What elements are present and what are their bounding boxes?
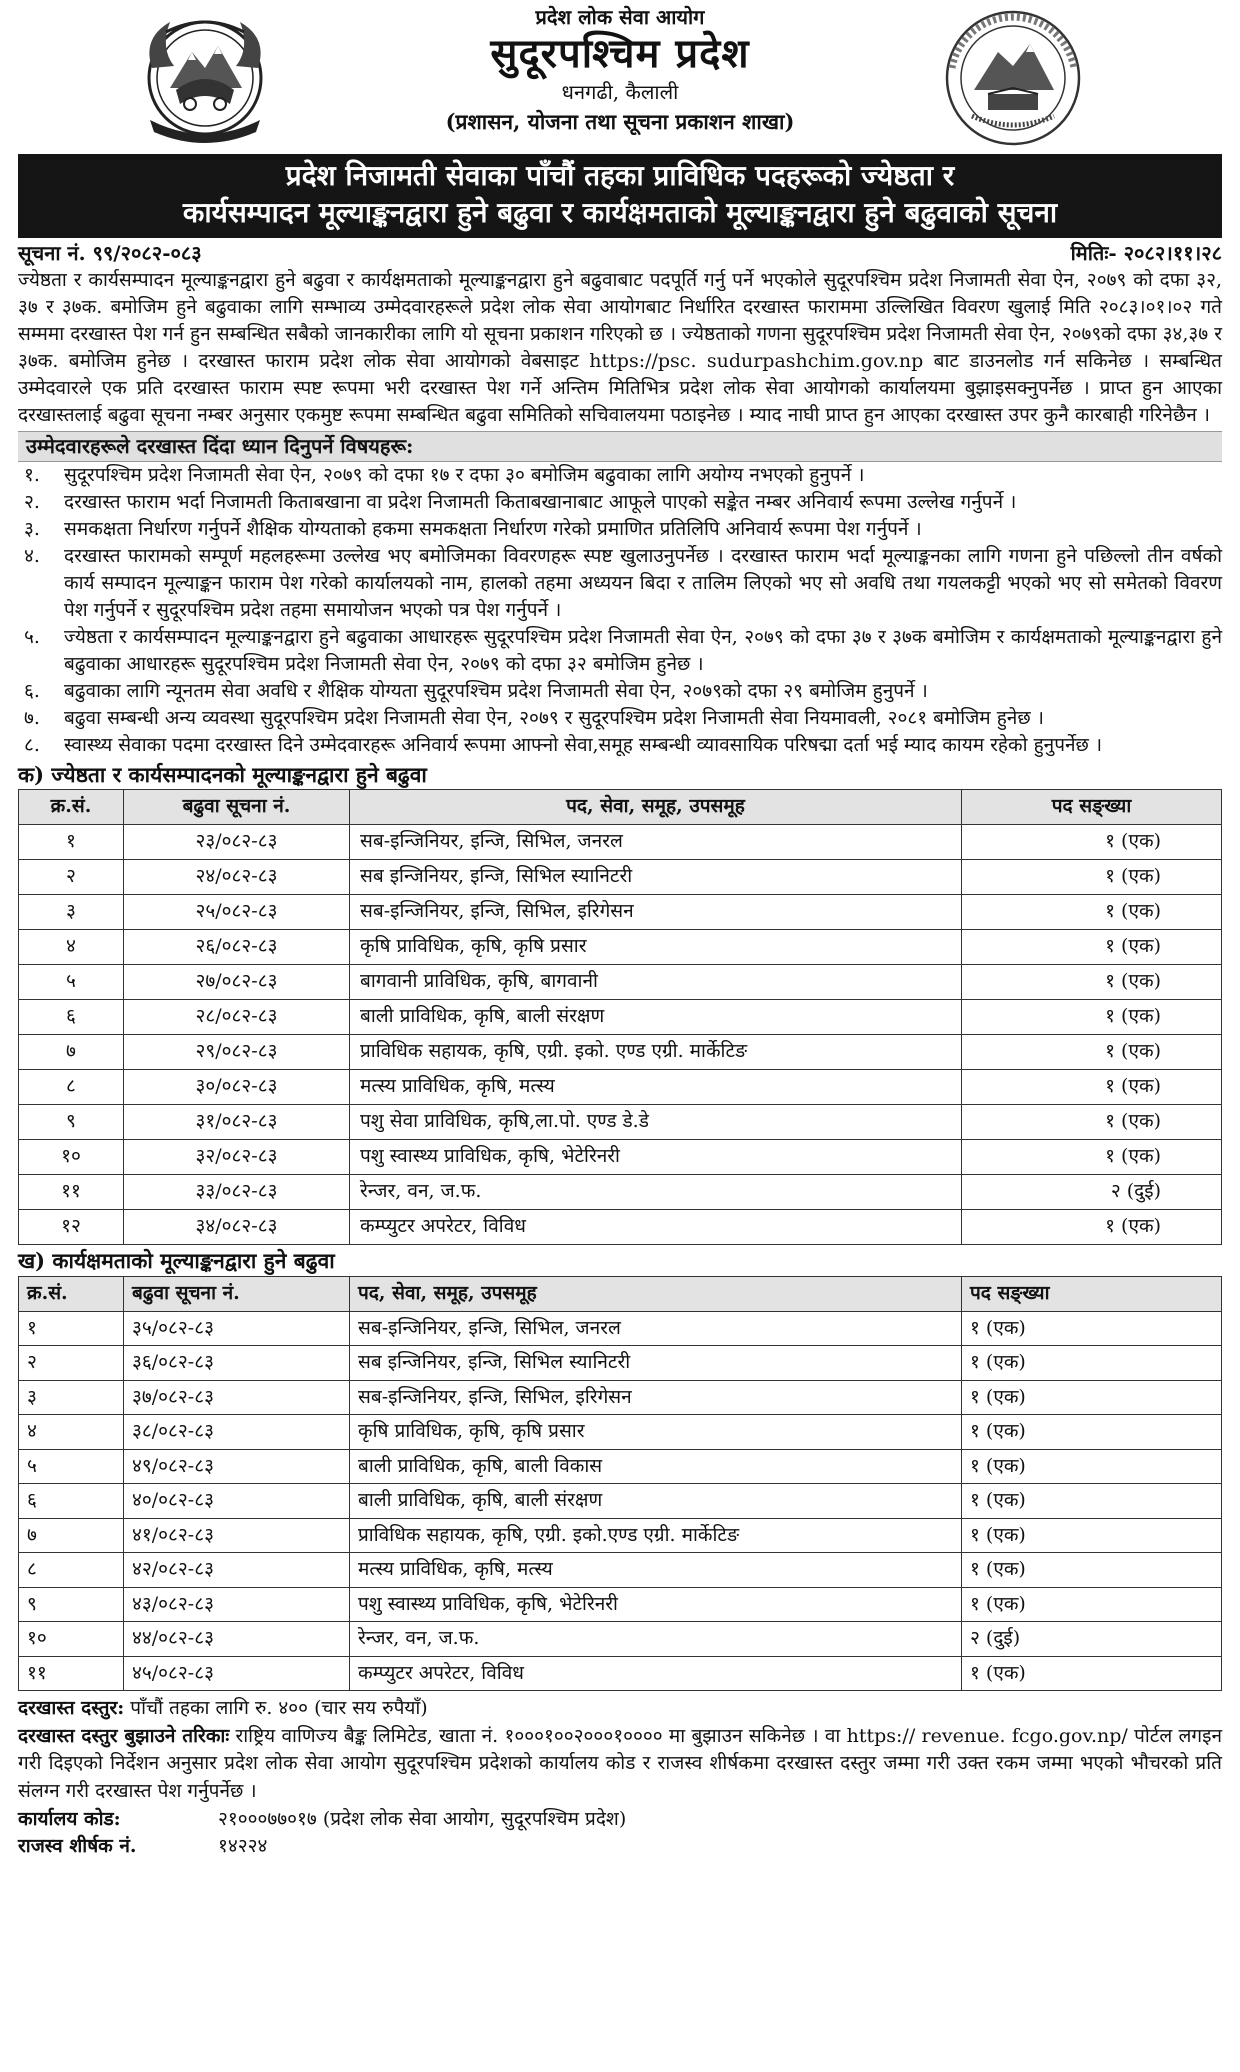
cell-post: कृषि प्राविधिक, कृषि, कृषि प्रसार (350, 1415, 962, 1450)
cell-count: १ (एक) (962, 1656, 1222, 1691)
note-number: ३. (24, 518, 40, 541)
cell-notice-no: ३१/०८२-८३ (124, 1105, 350, 1140)
office-location: धनगढी, कैलाली (561, 80, 679, 105)
cell-notice-no: ३६/०८२-८३ (124, 1346, 350, 1381)
cell-sn: २ (19, 860, 124, 895)
letterhead (18, 0, 1222, 150)
cell-notice-no: ४४/०८२-८३ (124, 1622, 350, 1657)
cell-sn: ५ (19, 1449, 124, 1484)
note-number: ५. (24, 625, 40, 648)
col-header-count: पद सङ्ख्या (962, 1276, 1222, 1311)
cell-count: १ (एक) (962, 1311, 1222, 1346)
table-row (19, 1518, 1222, 1553)
note-text: सुदूरपश्चिम प्रदेश निजामती सेवा ऐन, २०७९ को दफा १७ र दफा ३० बमोजिम बढुवाका लागि अयोग्य नभएको हुनुपर्ने । (64, 464, 865, 487)
notice-number: सूचना नं. ९९/२०८२-०८३ (18, 240, 202, 265)
office-code-line (18, 1806, 1222, 1834)
note-text: स्वास्थ्य सेवाका पदमा दरखास्त दिने उम्मेदवारहरू अनिवार्य रूपमा आफ्नो सेवा,समूह सम्बन्धी व्यावसायिक परिषद्मा दर्ता भई म्याद कायम रहेको हुनुपर्नेछ । (64, 733, 1103, 756)
cell-count: १ (एक) (962, 1210, 1222, 1245)
cell-sn: १० (19, 1622, 124, 1657)
table-row (19, 1105, 1222, 1140)
cell-notice-no: ४१/०८२-८३ (124, 1518, 350, 1553)
col-header-count: पद सङ्ख्या (962, 790, 1222, 825)
table-row (19, 1622, 1222, 1657)
cell-count: २ (दुई) (962, 1175, 1222, 1210)
cell-post: पशु सेवा प्राविधिक, कृषि,ला.पो. एण्ड डे.डे (350, 1105, 962, 1140)
cell-post: पशु स्वास्थ्य प्राविधिक, कृषि, भेटेरिनरी (350, 1140, 962, 1175)
note-item (18, 462, 1222, 489)
cell-sn: ११ (19, 1656, 124, 1691)
col-header-post: पद, सेवा, समूह, उपसमूह (350, 1276, 962, 1311)
note-text: समकक्षता निर्धारण गर्नुपर्ने शैक्षिक योग्यताको हकमा समकक्षता निर्धारण गरेको प्रमाणित प्रतिलिपि अनिवार्य रूपमा पेश गर्नुपर्ने । (64, 518, 922, 541)
notice-date: मितिः- २०८२।११।२८ (1070, 240, 1222, 265)
cell-post: रेन्जर, वन, ज.फ. (350, 1622, 962, 1657)
cell-count: १ (एक) (962, 1415, 1222, 1450)
cell-notice-no: ३०/०८२-८३ (124, 1070, 350, 1105)
cell-sn: ११ (19, 1175, 124, 1210)
fee-amount-line (18, 1695, 1222, 1723)
note-number: २. (24, 491, 40, 514)
cell-sn: ८ (19, 1553, 124, 1588)
cell-post: रेन्जर, वन, ज.फ. (350, 1175, 962, 1210)
table-row (19, 1484, 1222, 1519)
table-row (19, 860, 1222, 895)
office-code-value: २१०००७७०१७ (प्रदेश लोक सेवा आयोग, सुदूरपश्चिम प्रदेश) (218, 1807, 627, 1830)
cell-sn: ४ (19, 930, 124, 965)
cell-notice-no: २७/०८२-८३ (124, 965, 350, 1000)
cell-post: बाली प्राविधिक, कृषि, बाली विकास (350, 1449, 962, 1484)
cell-notice-no: २४/०८२-८३ (124, 860, 350, 895)
cell-post: बागवानी प्राविधिक, कृषि, बागवानी (350, 965, 962, 1000)
cell-notice-no: २९/०८२-८३ (124, 1035, 350, 1070)
note-item (18, 705, 1222, 732)
cell-notice-no: ३४/०८२-८३ (124, 1210, 350, 1245)
commission-name: प्रदेश लोक सेवा आयोग (535, 5, 705, 29)
table-row (19, 825, 1222, 860)
note-text: बढुवाका लागि न्यूनतम सेवा अवधि र शैक्षिक योग्यता सुदूरपश्चिम प्रदेश निजामती सेवा ऐन, २०७९को दफा २९ बमोजिम हुनुपर्ने । (64, 679, 928, 702)
cell-sn: ५ (19, 965, 124, 1000)
note-item (18, 624, 1222, 678)
notes-list (18, 462, 1222, 759)
cell-notice-no: २३/०८२-८३ (124, 825, 350, 860)
table-row (19, 1175, 1222, 1210)
note-item (18, 489, 1222, 516)
note-text: बढुवा सम्बन्धी अन्य व्यवस्था सुदूरपश्चिम प्रदेश निजामती सेवा ऐन, २०७९ र सुदूरपश्चिम प्रदेश निजामती सेवा नियमावली, २०८१ बमोजिम हुनेछ । (64, 706, 1044, 729)
cell-sn: ३ (19, 1380, 124, 1415)
cell-post: सब-इन्जिनियर, इन्जि, सिभिल, इरिगेसन (350, 1380, 962, 1415)
table-row (19, 1449, 1222, 1484)
table-row (19, 1210, 1222, 1245)
cell-post: कम्प्युटर अपरेटर, विविध (350, 1656, 962, 1691)
table-row (19, 930, 1222, 965)
cell-count: १ (एक) (962, 1553, 1222, 1588)
cell-post: बाली प्राविधिक, कृषि, बाली संरक्षण (350, 1000, 962, 1035)
cell-count: १ (एक) (962, 1449, 1222, 1484)
cell-sn: १२ (19, 1210, 124, 1245)
table-row (19, 1070, 1222, 1105)
cell-sn: १० (19, 1140, 124, 1175)
cell-sn: ७ (19, 1035, 124, 1070)
table-row (19, 1656, 1222, 1691)
cell-count: १ (एक) (962, 895, 1222, 930)
cell-post: मत्स्य प्राविधिक, कृषि, मत्स्य (350, 1553, 962, 1588)
cell-sn: ९ (19, 1105, 124, 1140)
col-header-notice-no: बढुवा सूचना नं. (124, 1276, 350, 1311)
note-number: ८. (24, 733, 40, 756)
fee-label: दरखास्त दस्तुर: (18, 1697, 125, 1720)
seniority-promotion-table (18, 789, 1222, 1245)
intro-paragraph: ज्येष्ठता र कार्यसम्पादन मूल्याङ्कनद्वारा हुने बढुवा र कार्यक्षमताको मूल्याङ्कनद्वारा हुने बढुवाबाट पदपूर्ति गर्नु पर्ने भएकोले सुदूरपश्चिम प्रदेश निजामती सेवा ऐन, २०७९ को दफा ३२, ३७ र ३७क. बमोजिम हुने बढुवाका लागि सम्भाव्य उम्मेदवारहरूले प्रदेश लोक सेवा आयोगबाट निर्धारित दरखास्त फाराममा उल्लिखित विवरण खुलाई मिति २०८३।०१।०२ गते सम्ममा दरखास्त पेश गर्न हुन सम्बन्धित सबैको जानकारीका लागि यो सूचना प्रकाशन गरिएको छ । ज्येष्ठताको गणना सुदूरपश्चिम प्रदेश निजामती सेवा ऐन, २०७९को दफा ३४,३७ र ३७क. बमोजिम हुनेछ । दरखास्त फाराम प्रदेश लोक सेवा आयोगको वेबसाइट https://psc. sudurpashchim.gov.np बाट डाउनलोड गर्न सकिनेछ । सम्बन्धित उम्मेदवारले एक प्रति दरखास्त फाराम स्पष्ट रूपमा भरी दरखास्त पेश गर्ने अन्तिम मितिभित्र प्रदेश लोक सेवा आयोगको कार्यालयमा बुझाइसक्नुपर्नेछ । प्राप्त हुन आएका दरखास्तलाई बढुवा सूचना नम्बर अनुसार एकमुष्ट रूपमा सम्बन्धित बढुवा समितिको सचिवालयमा पठाइनेछ । म्याद नाघी प्राप्त हुन आएका दरखास्त उपर कुनै कारबाही गरिनेछैन । (18, 269, 1222, 426)
cell-sn: ६ (19, 1000, 124, 1035)
cell-sn: ३ (19, 895, 124, 930)
table-header-row (19, 790, 1222, 825)
table-row (19, 1311, 1222, 1346)
cell-sn: ९ (19, 1587, 124, 1622)
applicant-notes (18, 431, 1222, 759)
table-row (19, 895, 1222, 930)
table-row (19, 1415, 1222, 1450)
cell-count: १ (एक) (962, 1000, 1222, 1035)
cell-post: सब इन्जिनियर, इन्जि, सिभिल स्यानिटरी (350, 1346, 962, 1381)
col-header-notice-no: बढुवा सूचना नं. (124, 790, 350, 825)
cell-notice-no: ३३/०८२-८३ (124, 1175, 350, 1210)
fee-method-label: दरखास्त दस्तुर बुझाउने तरिकाः (18, 1724, 230, 1747)
table-row (19, 1346, 1222, 1381)
section-a-title: क) ज्येष्ठता र कार्यसम्पादनको मूल्याङ्कनद्वारा हुने बढुवा (18, 761, 427, 787)
cell-count: १ (एक) (962, 1518, 1222, 1553)
cell-count: १ (एक) (962, 1380, 1222, 1415)
cell-notice-no: ४३/०८२-८३ (124, 1587, 350, 1622)
table-row (19, 1000, 1222, 1035)
revenue-code-line (18, 1833, 1222, 1861)
fee-section (18, 1695, 1222, 1860)
cell-notice-no: २५/०८२-८३ (124, 895, 350, 930)
fee-method-line (18, 1723, 1222, 1806)
cell-count: २ (दुई) (962, 1622, 1222, 1657)
col-header-sn: क्र.सं. (19, 1276, 124, 1311)
cell-count: १ (एक) (962, 1035, 1222, 1070)
table-header-row (19, 1276, 1222, 1311)
banner-line-2: कार्यसम्पादन मूल्याङ्कनद्वारा हुने बढुवा र कार्यक्षमताको मूल्याङ्कनद्वारा हुने बढुवाको सूचना (182, 195, 1058, 229)
cell-notice-no: ४२/०८२-८३ (124, 1553, 350, 1588)
cell-post: सब-इन्जिनियर, इन्जि, सिभिल, जनरल (350, 825, 962, 860)
table-row (19, 1553, 1222, 1588)
efficiency-promotion-table (18, 1276, 1222, 1692)
cell-sn: १ (19, 825, 124, 860)
table-row (19, 1035, 1222, 1070)
cell-count: १ (एक) (962, 825, 1222, 860)
fee-value: पाँचौं तहका लागि रु. ४०० (चार सय रुपैयाँ) (124, 1697, 428, 1720)
notice-title-banner (18, 154, 1222, 238)
note-text: दरखास्त फारामको सम्पूर्ण महलहरूमा उल्लेख भए बमोजिमका विवरणहरू स्पष्ट खुलाउनुपर्नेछ । दरखास्त फाराम भर्दा मूल्याङ्कनका लागि गणना हुने पछिल्लो तीन वर्षको कार्य सम्पादन मूल्याङ्कन फाराम पेश गरेको कार्यालयको नाम, हालको तहमा अध्ययन बिदा र तालिम लिएको भए सो अवधि तथा गयलकट्टी भएको भए सो समेतको विवरण पेश गर्नुपर्ने र सुदूरपश्चिम प्रदेश तहमा समायोजन भएको पत्र पेश गर्नुपर्ने । (64, 545, 1222, 621)
cell-sn: १ (19, 1311, 124, 1346)
cell-notice-no: ३८/०८२-८३ (124, 1415, 350, 1450)
cell-notice-no: ३७/०८२-८३ (124, 1380, 350, 1415)
cell-sn: ६ (19, 1484, 124, 1519)
commission-seal-icon (938, 6, 1088, 150)
cell-count: १ (एक) (962, 1346, 1222, 1381)
table-body (19, 825, 1222, 1245)
cell-sn: ८ (19, 1070, 124, 1105)
cell-post: पशु स्वास्थ्य प्राविधिक, कृषि, भेटेरिनरी (350, 1587, 962, 1622)
cell-count: १ (एक) (962, 1484, 1222, 1519)
cell-count: १ (एक) (962, 860, 1222, 895)
cell-post: कम्प्युटर अपरेटर, विविध (350, 1210, 962, 1245)
cell-notice-no: २६/०८२-८३ (124, 930, 350, 965)
cell-post: कृषि प्राविधिक, कृषि, कृषि प्रसार (350, 930, 962, 965)
table-row (19, 965, 1222, 1000)
cell-notice-no: ३५/०८२-८३ (124, 1311, 350, 1346)
cell-notice-no: ४५/०८२-८३ (124, 1656, 350, 1691)
note-number: ६. (24, 679, 40, 702)
revenue-code-value: १४२२४ (218, 1835, 268, 1858)
cell-post: प्राविधिक सहायक, कृषि, एग्री. इको.एण्ड एग्री. मार्केटिङ (350, 1518, 962, 1553)
notice-meta (18, 240, 1222, 267)
note-item (18, 516, 1222, 543)
office-code-label: कार्यालय कोड: (18, 1807, 121, 1830)
cell-notice-no: ४०/०८२-८३ (124, 1484, 350, 1519)
cell-post: सब इन्जिनियर, इन्जि, सिभिल स्यानिटरी (350, 860, 962, 895)
col-header-post: पद, सेवा, समूह, उपसमूह (350, 790, 962, 825)
province-name: सुदूरपश्चिम प्रदेश (490, 30, 750, 78)
note-item (18, 543, 1222, 624)
note-item (18, 678, 1222, 705)
section-b-title: ख) कार्यक्षमताको मूल्याङ्कनद्वारा हुने बढुवा (18, 1248, 335, 1274)
note-item (18, 732, 1222, 759)
notes-heading: उम्मेदवारहरूले दरखास्त दिंदा ध्यान दिनुपर्ने विषयहरू: (18, 431, 1222, 462)
branch-name: (प्रशासन, योजना तथा सूचना प्रकाशन शाखा) (445, 109, 795, 135)
cell-sn: ७ (19, 1518, 124, 1553)
cell-sn: २ (19, 1346, 124, 1381)
cell-count: १ (एक) (962, 930, 1222, 965)
cell-count: १ (एक) (962, 1140, 1222, 1175)
banner-line-1: प्रदेश निजामती सेवाका पाँचौं तहका प्राविधिक पदहरूको ज्येष्ठता र (285, 159, 955, 192)
cell-count: १ (एक) (962, 1070, 1222, 1105)
cell-post: प्राविधिक सहायक, कृषि, एग्री. इको. एण्ड एग्री. मार्केटिङ (350, 1035, 962, 1070)
cell-notice-no: ३२/०८२-८३ (124, 1140, 350, 1175)
revenue-code-label: राजस्व शीर्षक नं. (18, 1835, 137, 1858)
cell-notice-no: २८/०८२-८३ (124, 1000, 350, 1035)
cell-sn: ४ (19, 1415, 124, 1450)
cell-count: १ (एक) (962, 1105, 1222, 1140)
note-text: ज्येष्ठता र कार्यसम्पादन मूल्याङ्कनद्वारा हुने बढुवाका आधारहरू सुदूरपश्चिम प्रदेश निजामती सेवा ऐन, २०७९ को दफा ३७ र ३७क बमोजिम र कार्यक्षमताको मूल्याङ्कनद्वारा हुने बढुवाका आधारहरू सुदूरपश्चिम प्रदेश निजामती सेवा ऐन, २०७९ को दफा ३२ बमोजिम हुनेछ । (64, 625, 1222, 675)
note-number: ४. (24, 545, 40, 567)
table-row (19, 1140, 1222, 1175)
cell-count: १ (एक) (962, 1587, 1222, 1622)
fee-method-value: राष्ट्रिय वाणिज्य बैङ्क लिमिटेड, खाता नं. १०००१००२०००१०००० मा बुझाउन सकिनेछ । वा https:// revenue. fcgo.gov.np/ पोर्टल लगइन गरी दिइएको निर्देशन अनुसार प्रदेश लोक सेवा आयोग सुदूरपश्चिम प्रदेशको कार्यालय कोड र राजस्व शीर्षकमा दरखास्त दस्तुर जम्मा गरी उक्त रकम जम्मा भएको भौचरको प्रति संलग्न गरी दरखास्त पेश गर्नुपर्नेछ । (18, 1724, 1222, 1802)
table-body (19, 1311, 1222, 1691)
table-row (19, 1380, 1222, 1415)
col-header-sn: क्र.सं. (19, 790, 124, 825)
cell-post: बाली प्राविधिक, कृषि, बाली संरक्षण (350, 1484, 962, 1519)
cell-count: १ (एक) (962, 965, 1222, 1000)
cell-post: सब-इन्जिनियर, इन्जि, सिभिल, इरिगेसन (350, 895, 962, 930)
note-number: १. (24, 464, 40, 487)
cell-notice-no: ४९/०८२-८३ (124, 1449, 350, 1484)
table-row (19, 1587, 1222, 1622)
note-text: दरखास्त फाराम भर्दा निजामती किताबखाना वा प्रदेश निजामती किताबखानाबाट आफूले पाएको सङ्केत नम्बर अनिवार्य रूपमा उल्लेख गर्नुपर्ने । (64, 491, 1017, 514)
cell-post: मत्स्य प्राविधिक, कृषि, मत्स्य (350, 1070, 962, 1105)
note-number: ७. (24, 706, 40, 729)
cell-post: सब-इन्जिनियर, इन्जि, सिभिल, जनरल (350, 1311, 962, 1346)
nepal-emblem-icon (130, 8, 280, 148)
